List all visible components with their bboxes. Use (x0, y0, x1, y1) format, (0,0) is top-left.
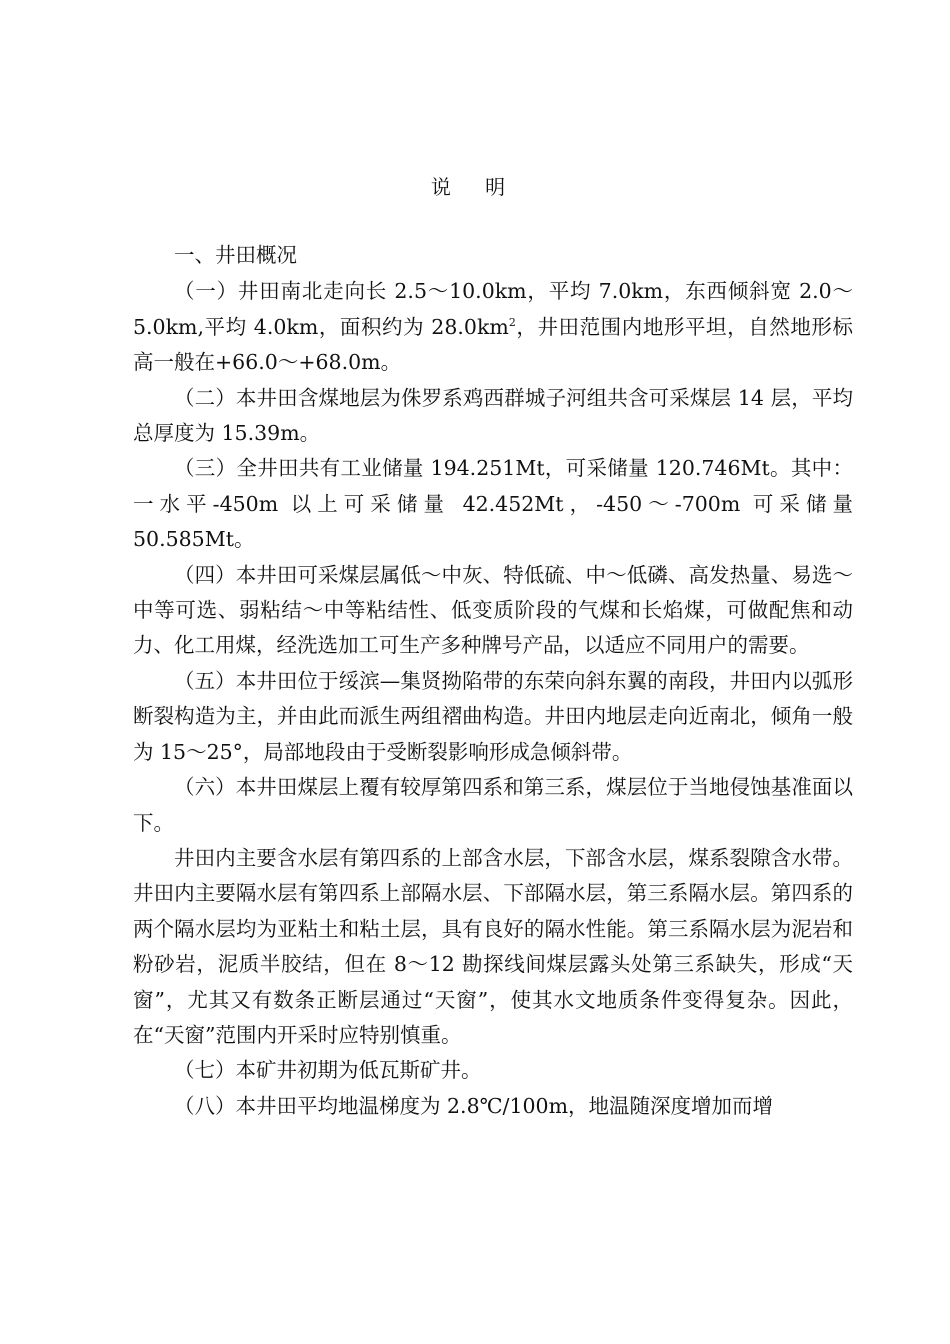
section-heading: 一、井田概况 (174, 243, 297, 267)
paragraph-9: （八）本井田平均地温梯度为 2.8℃/100m，地温随深度增加而增 (174, 1093, 774, 1118)
paragraph-2: （二）本井田含煤地层为侏罗系鸡西群城子河组共含可采煤层 14 层，平均总厚度为 15.39m。 (133, 385, 853, 446)
paragraph-5: （五）本井田位于绥滨—集贤拗陷带的东荣向斜东翼的南段，井田内以弧形断裂构造为主，并由此而派生两组褶曲构造。井田内地层走向近南北，倾角一般为 15～25°，局部地段由于受断裂影响形成急倾斜带。 (133, 668, 853, 764)
document-body (133, 238, 853, 1124)
superscript-2: 2 (508, 315, 516, 329)
page-title: 说 明 (430, 175, 520, 199)
paragraph-1 (133, 274, 853, 380)
paragraph-6: （六）本井田煤层上覆有较厚第四系和第三系，煤层位于当地侵蚀基准面以下。 (133, 775, 853, 835)
paragraph-1-text-a: （一）井田南北走向长 2.5～10.0km，平均 7.0km，东西倾斜宽 2.0～5.0km,平均 4.0km，面积约为 28.0km (133, 279, 853, 339)
paragraph-1-text-b: ，井田范围内地形平坦，自然地形标高一般在+66.0～+68.0m。 (133, 314, 854, 375)
paragraph-8: （七）本矿井初期为低瓦斯矿井。 (174, 1058, 482, 1083)
paragraph-4: （四）本井田可采煤层属低～中灰、特低硫、中～低磷、高发热量、易选～中等可选、弱粘结～中等粘结性、低变质阶段的气煤和长焰煤，可做配焦和动力、化工用煤，经洗选加工可生产多种牌号产品，以适应不同用户的需要。 (133, 562, 853, 658)
paragraph-3: （三）全井田共有工业储量 194.251Mt，可采储量 120.746Mt。其中：一水平-450m 以上可采储量 42.452Mt，-450～-700m 可采储量 50.585Mt。 (133, 456, 853, 552)
paragraph-7: 井田内主要含水层有第四系的上部含水层，下部含水层，煤系裂隙含水带。井田内主要隔水层有第四系上部隔水层、下部隔水层，第三系隔水层。第四系的两个隔水层均为亚粘土和粘土层，具有良好的隔水性能。第三系隔水层为泥岩和粉砂岩，泥质半胶结，但在 8～12 勘探线间煤层露头处第三系缺失，形成“天窗”，尤其又有数条正断层通过“天窗”，使其水文地质条件变得复杂。因此，在“天窗”范围内开采时应特别慎重。 (133, 845, 853, 1047)
